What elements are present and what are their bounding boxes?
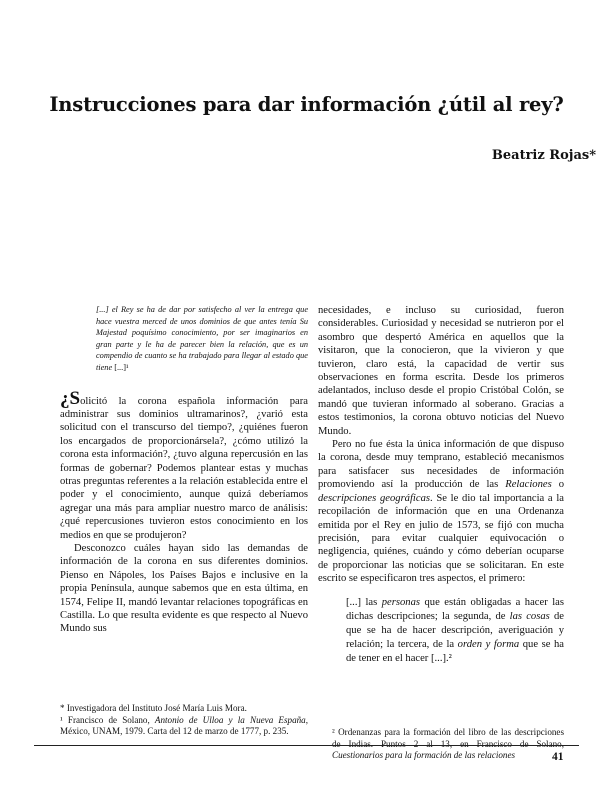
footnote-1-title: Antonio de Ulloa y la Nueva España [154, 714, 306, 725]
quote-part-b: que están obligadas a hacer las dichas descripciones; la segunda, de [346, 596, 564, 622]
footnote-1-part-a: ¹ Francisco de Solano, [60, 714, 155, 725]
footnote-2-title: Cuestionarios para la formación de las relaciones [332, 750, 516, 761]
author-name: Beatriz Rojas* [491, 148, 596, 163]
footnote-2-part-a: ² Ordenanzas para la formación del libro de las descripciones de Indias. Puntos 2 al 13, en Francisco de Solano, [332, 727, 564, 749]
epigraph [96, 304, 308, 374]
paragraph-4 [318, 438, 564, 585]
quote-part-a: [...] las [346, 596, 382, 608]
drop-cap: ¿S [60, 387, 81, 409]
footnote-author: * Investigadora del Instituto José María Luis Mora. [60, 703, 247, 713]
article-title: Instrucciones para dar información ¿útil al rey? [49, 93, 564, 116]
quote-part-d: que se ha de tener en el hacer [...].² [346, 638, 564, 664]
bottom-rule [34, 745, 579, 746]
term-relaciones: Relaciones [505, 479, 552, 491]
footnotes-left [60, 703, 308, 738]
paragraph-4-part-c: . Se le dio tal importancia a la recopilación de información que en una Ordenanza emitida por el Rey en julio de 1573, se fijó con mucha precisión, para evitar cualquier equivocación o negligencia, quiénes, cuándo y cómo deberían ocuparse de proporcionar las noticias que se solicitaran. En este escrito se especificaron tres aspectos, el primero: [318, 492, 564, 585]
term-descripciones: descripciones geográficas [318, 492, 430, 504]
paragraph-3: necesidades, e incluso su curiosidad, fueron considerables. Curiosidad y necesidad se nutrieron por el asombro que despertó América en aquellos que la visitaron, que la conocieron, que la vivieron y que tuvieron, claro está, la capacidad de vertir sus observaciones en forma escrita. Desde los primeros adelantados, incluso desde el propio Cristóbal Colón, se mandó que tuvieran informado al soberano. Gracias a estos testimonios, la corona obtuvo noticias del Nuevo Mundo. [318, 305, 564, 437]
quote-term-orden: orden y forma [457, 638, 520, 650]
paragraph-2: Desconozco cuáles hayan sido las demandas de información de la corona en sus diferentes dominios. Pienso en Nápoles, los Países Bajos e inclusive en la propia Península, aunque sabemos que en esta última, en 1574, Felipe II, mandó levantar relaciones topográficas en Castilla. Lo que resulta evidente es que respecto al Nuevo Mundo sus [60, 543, 308, 635]
epigraph-text: [...] el Rey se ha de dar por satisfecho al ver la entrega que hace vuestra merced de unos dominios de que antes tenía Su Majestad poquísimo conocimiento, por ser imaginarios en gran parte y le ha de parecer bien la relación, que es un compendio de cuanto se ha trabajado para llegar al estado que tiene [96, 305, 308, 372]
right-column [318, 304, 564, 676]
lead-paragraph-text: olicitó la corona española información para administrar sus dominios ultramarinos?, ¿varió esta solicitud con el transcurso del tiempo?, ¿quiénes fueron los encargados de proporcionársela?, ¿cómo utilizó la corona esta información?, ¿tuvo alguna repercusión en las formas de gobernar? Podemos plantear estas y muchas otras preguntas referentes a la relación establecida entre el poder y el conocimiento, aunque quizá deberíamos agregar una más para ampliar nuestro marco de análisis: ¿qué repercusiones tuvieron estos conocimiento en los medios en que se produjeron? [60, 395, 308, 541]
quote-part-c: de que se ha de hacer descripción, averiguación y relación; la tercera, de la [346, 610, 564, 650]
lead-paragraph [60, 387, 308, 542]
paragraph-4-part-a: Pero no fue ésta la única información de que dispuso la corona, desde muy temprano, estableció mecanismos para satisfacer sus necesidades de información promoviendo así la producción de las [318, 439, 564, 491]
footnote-1 [60, 715, 308, 738]
block-quote [346, 596, 564, 666]
left-column [60, 304, 308, 636]
footnote-1-part-b: , México, UNAM, 1979. Carta del 12 de marzo de 1777, p. 235. [60, 714, 308, 737]
quote-term-cosas: las cosas [509, 610, 550, 622]
page-number: 41 [552, 751, 564, 763]
paragraph-4-part-b: o [551, 479, 564, 491]
epigraph-ref: [...]¹ [114, 362, 129, 372]
quote-term-personas: personas [381, 596, 421, 608]
